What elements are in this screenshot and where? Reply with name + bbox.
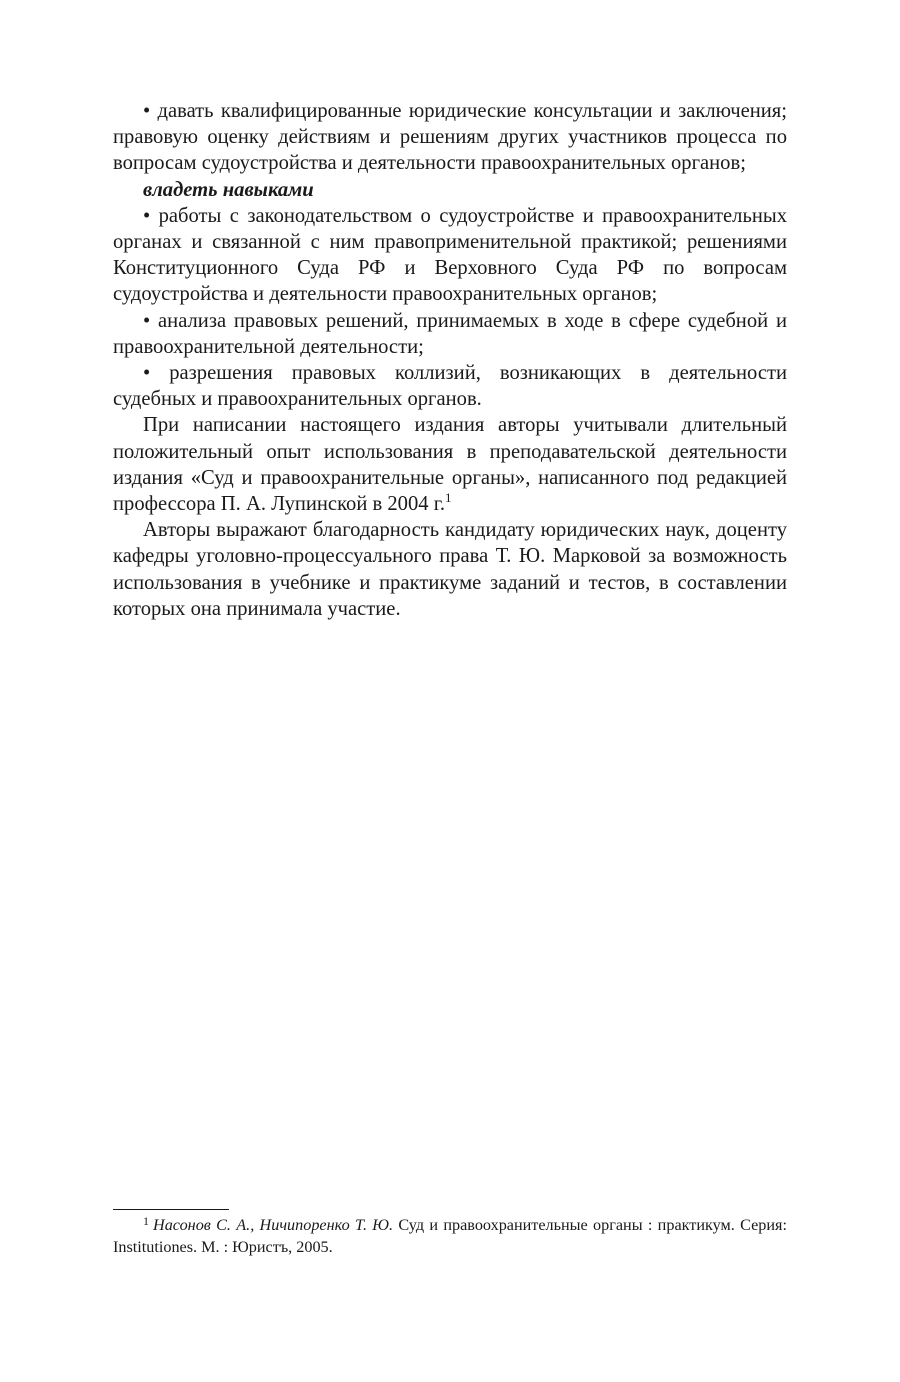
main-text — [113, 98, 787, 622]
paragraph-text: При написании настоящего издания авторы учитывали длительный положительный опыт использования в преподавательской деятельности издания «Суд и правоохранительные органы», написанного под редакцией профессора П. А. Лупинской в 2004 г. — [113, 414, 787, 516]
footnote-reference[interactable]: 1 — [444, 490, 452, 506]
paragraph — [113, 412, 787, 517]
footnote-number: 1 — [143, 1214, 149, 1228]
paragraph: Авторы выражают благодарность кандидату юридических наук, доценту кафедры уголовно-процессуального права Т. Ю. Марковой за возможность использования в учебнике и практикуме заданий и тестов, в составлении которых она принимала участие. — [113, 519, 787, 620]
footnote-divider — [113, 1209, 229, 1210]
section-heading: владеть навыками — [143, 178, 314, 201]
footnote-authors: Насонов С. А., Ничипоренко Т. Ю. — [153, 1216, 394, 1234]
footnote-text: Суд и правоохранительные органы : практикум. Серия: Institutiones. М. : Юристъ, 2005. — [113, 1216, 788, 1256]
paragraph: • работы с законодательством о судоустройстве и правоохранительных органах и связанной с ним правоприменительной практикой; решениями Конституционного Суда РФ и Верховного Суда РФ по вопросам судоустройства и деятельности правоохранительных органов; — [113, 204, 787, 306]
footnote — [113, 1214, 787, 1258]
paragraph: • давать квалифицированные юридические консультации и заключения; правовую оценку действиям и решениям других участников процесса по вопросам судоустройства и деятельности правоохранительных органов; — [113, 100, 787, 175]
paragraph: • разрешения правовых коллизий, возникающих в деятельности судебных и правоохранительных органов. — [113, 362, 787, 411]
paragraph: • анализа правовых решений, принимаемых в ходе в сфере судебной и правоохранительной деятельности; — [113, 309, 787, 358]
